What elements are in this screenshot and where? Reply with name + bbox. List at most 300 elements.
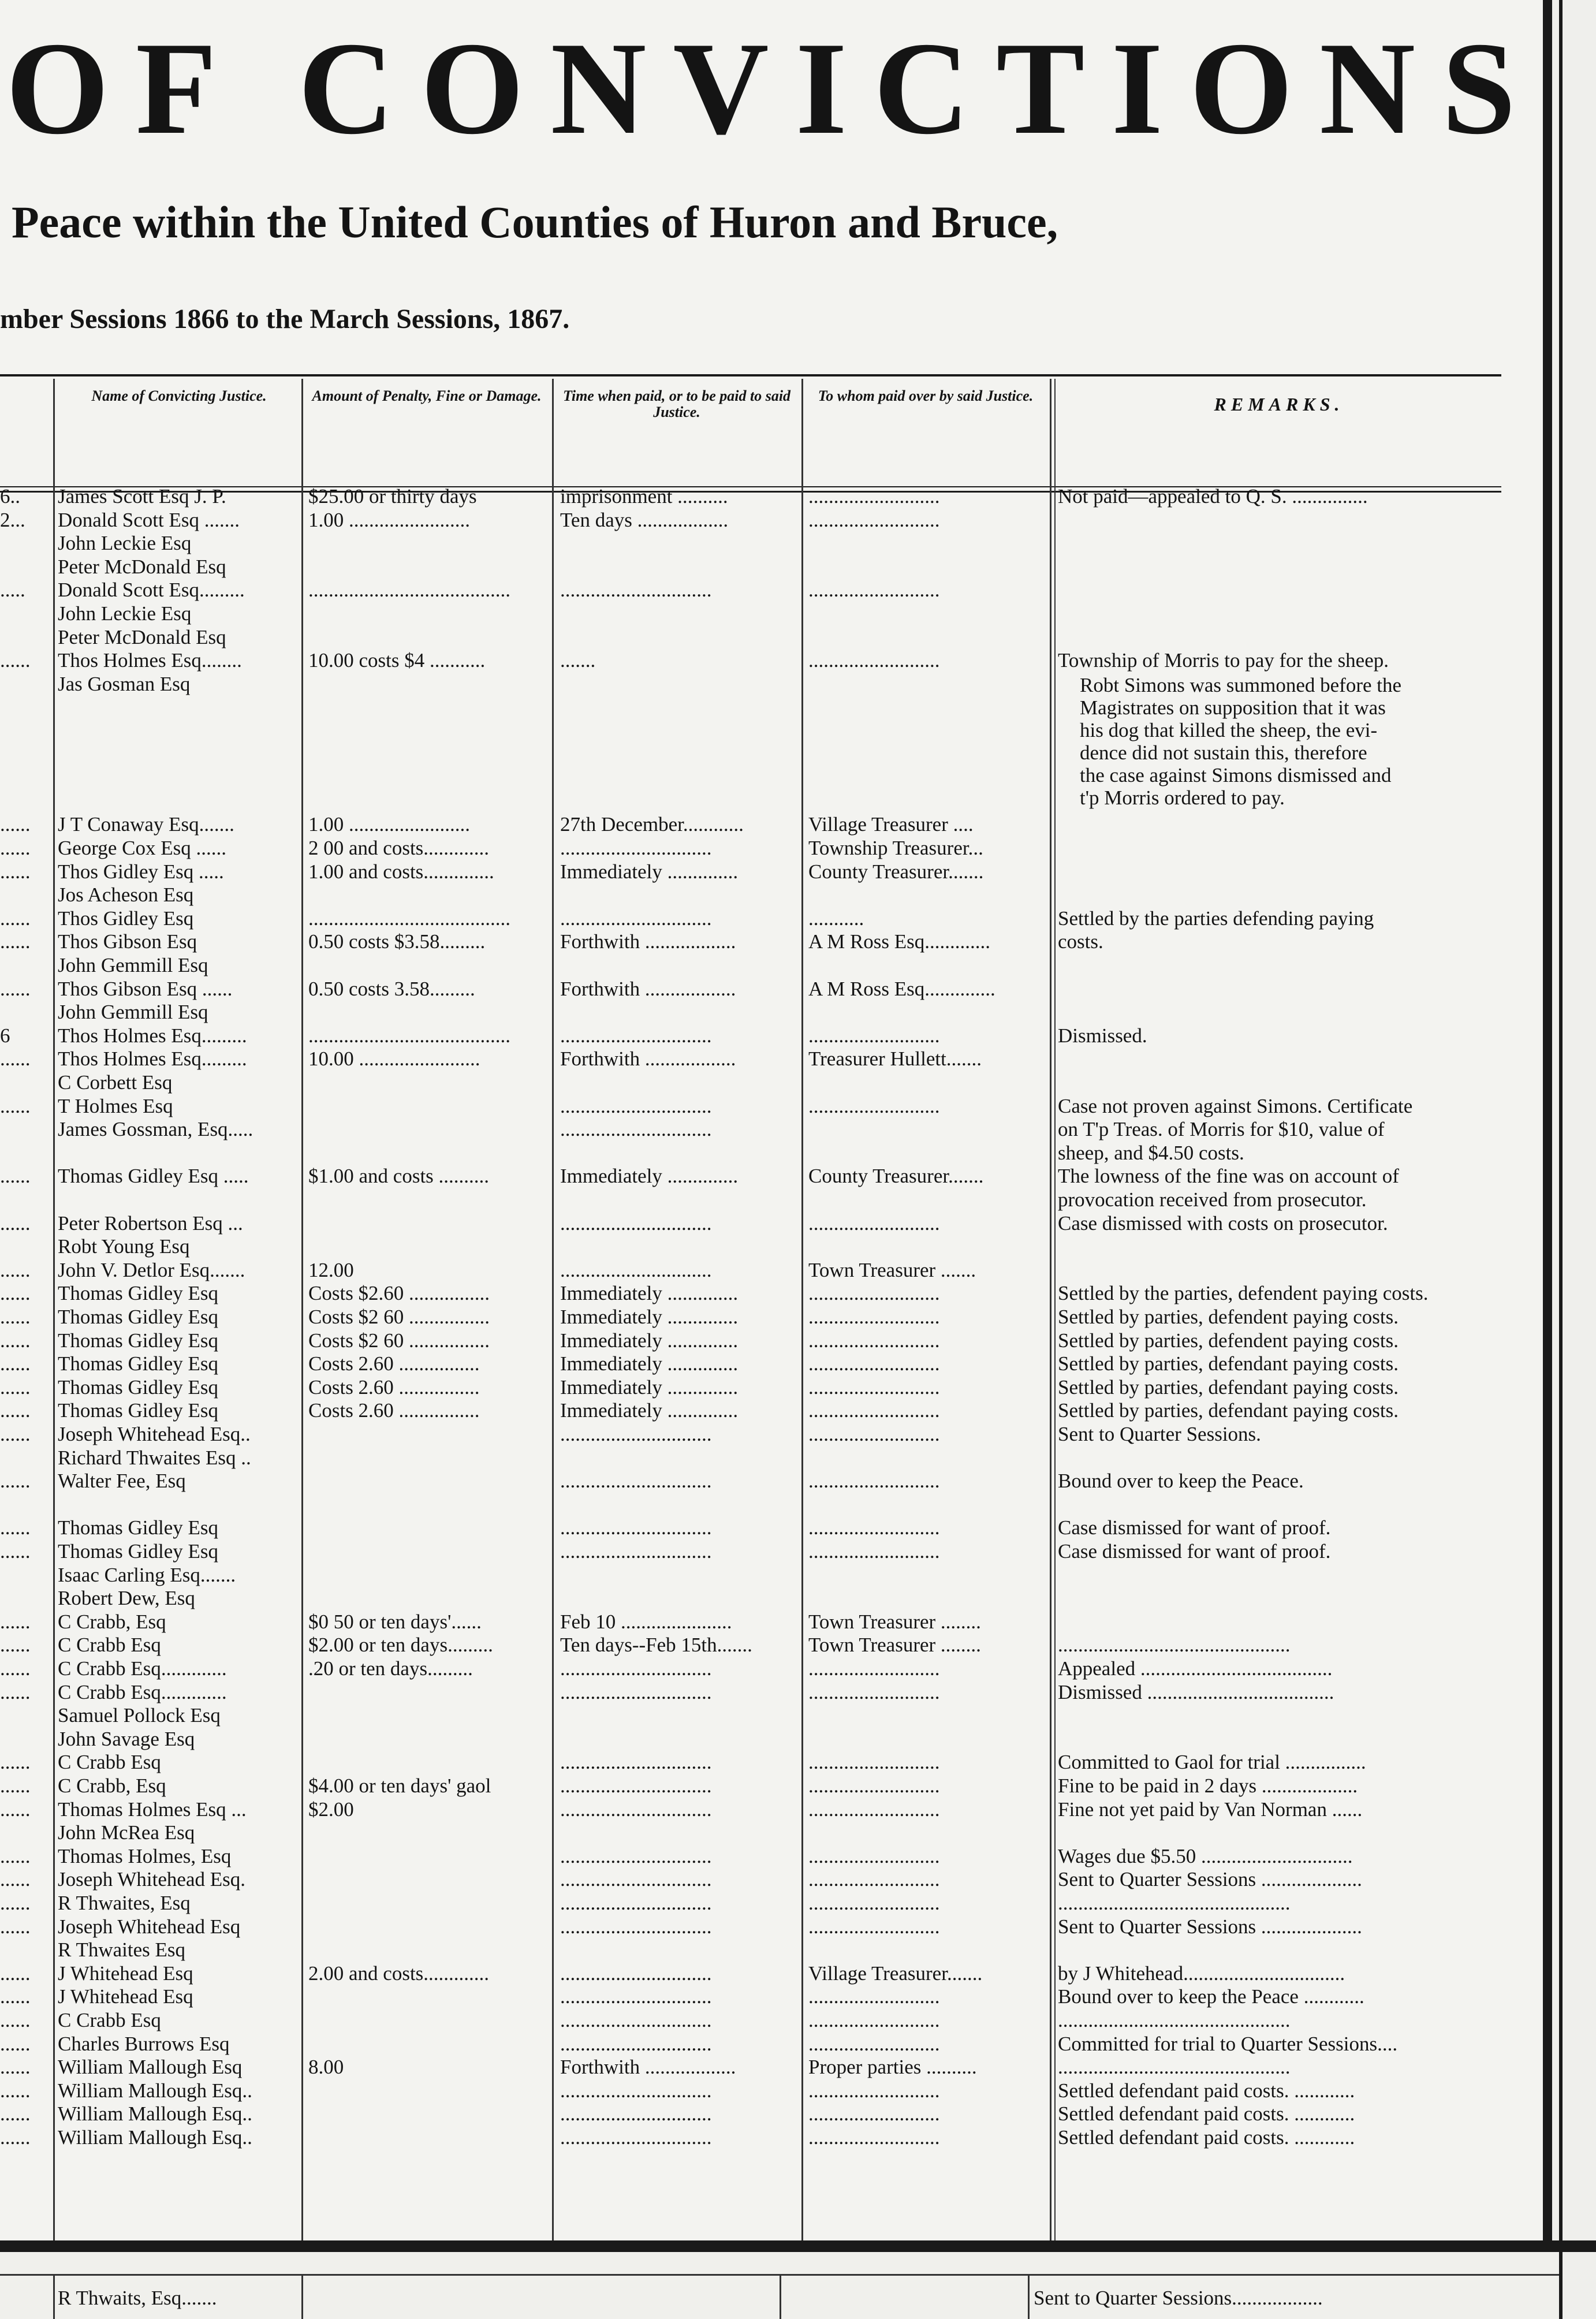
row-justice: William Mallough Esq.. (58, 2102, 252, 2126)
row-amount: 1.00 and costs.............. (308, 860, 494, 883)
table-row (0, 1704, 1501, 1727)
row-amount: Costs $2 60 ................ (308, 1329, 490, 1352)
row-remarks: Settled defendant paid costs. ............ (1058, 2079, 1355, 2102)
row-remarks: Bound over to keep the Peace ............ (1058, 1985, 1364, 2008)
row-paid-to: .......................... (808, 1516, 940, 1539)
row-left-fragment: ...... (0, 1798, 31, 1821)
row-amount: 10.00 ........................ (308, 1047, 480, 1071)
remarks-morris-sheep-case (1080, 674, 1401, 809)
row-remarks: Not paid—appealed to Q. S. ............... (1058, 485, 1368, 508)
row-justice: Thomas Gidley Esq (58, 1306, 219, 1328)
row-justice: George Cox Esq ...... (58, 837, 226, 859)
row-time-paid: .............................. (560, 2079, 712, 2102)
row-remarks: Fine to be paid in 2 days ................... (1058, 1774, 1358, 1797)
table-row (0, 1868, 1501, 1891)
row-time-paid: ....... (560, 649, 596, 672)
row-remarks: Settled by the parties, defendent paying costs. (1058, 1282, 1429, 1305)
row-paid-to: .......................... (808, 485, 940, 508)
row-justice: Thomas Holmes Esq ... (58, 1798, 247, 1821)
remarks-line: dence did not sustain this, therefore (1080, 741, 1367, 764)
table-row (0, 1352, 1501, 1375)
row-time-paid: Forthwith .................. (560, 930, 736, 953)
row-justice: John Savage Esq (58, 1727, 195, 1750)
row-justice: C Crabb, Esq (58, 1774, 166, 1797)
row-left-fragment: ...... (0, 1844, 31, 1867)
table-row (0, 1657, 1501, 1680)
remarks-line: his dog that killed the sheep, the evi- (1080, 718, 1378, 741)
row-remarks: Settled by the parties defending paying (1058, 907, 1374, 930)
row-justice: C Crabb Esq............. (58, 1680, 227, 1703)
row-paid-to: .......................... (808, 1680, 940, 1703)
row-justice: James Gossman, Esq..... (58, 1118, 253, 1141)
table-row (0, 1470, 1501, 1493)
row-remarks: Wages due $5.50 .............................. (1058, 1844, 1353, 1867)
table-row (0, 2079, 1501, 2102)
row-left-fragment: ...... (0, 1094, 31, 1117)
row-amount: Costs 2.60 ................ (308, 1399, 480, 1422)
row-remarks: Bound over to keep the Peace. (1058, 1470, 1304, 1493)
table-row (0, 1118, 1501, 1141)
row-left-fragment: ...... (0, 930, 31, 953)
table-row (0, 1376, 1501, 1399)
row-remarks: Dismissed. (1058, 1024, 1147, 1047)
row-justice: Robert Dew, Esq (58, 1587, 195, 1610)
row-left-fragment: ...... (0, 1868, 31, 1891)
row-amount: 0.50 costs $3.58......... (308, 930, 486, 953)
row-justice: Peter McDonald Esq (58, 555, 226, 578)
row-paid-to: .......................... (808, 1282, 940, 1305)
table-row (0, 1962, 1501, 1985)
row-justice: Jas Gosman Esq (58, 672, 191, 695)
table-row (0, 1915, 1501, 1938)
row-justice: Richard Thwaites Esq .. (58, 1446, 251, 1469)
row-remarks: Settled by parties, defendant paying costs. (1058, 1352, 1399, 1375)
row-justice: Thomas Gidley Esq ..... (58, 1165, 249, 1188)
table-row (0, 579, 1501, 602)
table-row (0, 1728, 1501, 1751)
row-remarks: by J Whitehead................................ (1058, 1962, 1345, 1985)
table-row (0, 2009, 1501, 2032)
table-row (0, 2033, 1501, 2056)
row-remarks: Township of Morris to pay for the sheep. (1058, 649, 1389, 672)
row-paid-to: .......................... (808, 1423, 940, 1445)
row-left-fragment: ...... (0, 2079, 31, 2102)
row-remarks: Sent to Quarter Sessions .................... (1058, 1915, 1362, 1938)
row-amount: Costs $2.60 ................ (308, 1282, 490, 1305)
table-row (0, 954, 1501, 977)
row-paid-to: Town Treasurer ........ (808, 1610, 981, 1633)
row-justice: T Holmes Esq (58, 1094, 173, 1117)
row-time-paid: .............................. (560, 837, 712, 859)
row-paid-to: .......................... (808, 579, 940, 602)
row-time-paid: .............................. (560, 1024, 712, 1047)
row-left-fragment: ...... (0, 1751, 31, 1774)
row-remarks: Settled by parties, defendent paying costs. (1058, 1306, 1399, 1328)
row-left-fragment: ...... (0, 1282, 31, 1305)
table-row (0, 602, 1501, 625)
row-left-fragment: ...... (0, 2009, 31, 2031)
row-left-fragment: ..... (0, 579, 25, 602)
row-remarks: Settled defendant paid costs. ............ (1058, 2102, 1355, 2126)
row-amount: 1.00 ........................ (308, 508, 470, 531)
footer-column-rule (780, 2275, 781, 2319)
row-justice: R Thwaites Esq (58, 1938, 186, 1962)
row-justice: R Thwaites, Esq (58, 1892, 191, 1914)
row-left-fragment: ...... (0, 2056, 31, 2079)
row-time-paid: .............................. (560, 1962, 712, 1985)
row-paid-to: .......................... (808, 1024, 940, 1047)
row-left-fragment: ...... (0, 1423, 31, 1445)
remarks-line: Magistrates on supposition that it was (1080, 696, 1386, 719)
table-row (0, 930, 1501, 953)
row-paid-to: County Treasurer....... (808, 860, 984, 883)
row-justice: William Mallough Esq.. (58, 2126, 252, 2149)
row-left-fragment: ...... (0, 1657, 31, 1680)
row-justice: Thomas Gidley Esq (58, 1540, 219, 1563)
table-row (0, 509, 1501, 532)
row-time-paid: .............................. (560, 2032, 712, 2055)
table-row (0, 978, 1501, 1001)
session-period: mber Sessions 1866 to the March Sessions, 1867. (0, 304, 570, 334)
row-remarks: sheep, and $4.50 costs. (1058, 1141, 1244, 1164)
row-left-fragment: ...... (0, 1165, 31, 1188)
row-paid-to: Village Treasurer .... (808, 813, 974, 836)
row-time-paid: .............................. (560, 907, 712, 930)
row-remarks: The lowness of the fine was on account of (1058, 1165, 1399, 1188)
row-paid-to: .......................... (808, 2126, 940, 2149)
row-amount: 0.50 costs 3.58......... (308, 977, 475, 1000)
table-row (0, 1681, 1501, 1704)
header-rule-top (0, 374, 1501, 376)
table-row (0, 1985, 1501, 2008)
row-left-fragment: ...... (0, 1680, 31, 1703)
row-paid-to: A M Ross Esq............. (808, 930, 991, 953)
row-time-paid: .............................. (560, 1657, 712, 1680)
row-paid-to: .......................... (808, 2009, 940, 2031)
row-time-paid: .............................. (560, 1516, 712, 1539)
row-amount: Costs $2 60 ................ (308, 1306, 490, 1328)
row-time-paid: Feb 10 ...................... (560, 1610, 732, 1633)
row-left-fragment: ...... (0, 1470, 31, 1493)
row-justice: C Crabb Esq (58, 1751, 161, 1774)
row-time-paid: Immediately .............. (560, 860, 739, 883)
footer-remarks: Sent to Quarter Sessions.................. (1034, 2287, 1323, 2309)
row-paid-to: Treasurer Hullett....... (808, 1047, 982, 1071)
table-row (0, 1446, 1501, 1470)
row-paid-to: .......................... (808, 1915, 940, 1938)
row-justice: C Crabb Esq (58, 1634, 161, 1657)
row-justice: Thos Holmes Esq........ (58, 649, 242, 672)
row-amount: 2 00 and costs............. (308, 837, 490, 859)
row-remarks: Sent to Quarter Sessions .................... (1058, 1868, 1362, 1891)
row-time-paid: .............................. (560, 1892, 712, 1914)
table-row (0, 1001, 1501, 1024)
row-paid-to: .......................... (808, 1844, 940, 1867)
row-paid-to: .......................... (808, 1352, 940, 1375)
row-time-paid: .............................. (560, 579, 712, 602)
table-row (0, 1610, 1501, 1634)
row-left-fragment: ...... (0, 1306, 31, 1328)
row-remarks: .............................................. (1058, 2056, 1291, 2079)
row-left-fragment: ...... (0, 1774, 31, 1797)
row-left-fragment: ...... (0, 1985, 31, 2008)
row-justice: Thos Gidley Esq ..... (58, 860, 224, 883)
row-remarks: Case not proven against Simons. Certificate (1058, 1094, 1413, 1117)
row-left-fragment: ...... (0, 1610, 31, 1633)
table-row (0, 1587, 1501, 1610)
row-justice: J T Conaway Esq....... (58, 813, 234, 836)
row-amount: Costs 2.60 ................ (308, 1375, 480, 1399)
table-row (0, 2056, 1501, 2079)
row-justice: Thomas Gidley Esq (58, 1375, 219, 1399)
table-row (0, 485, 1501, 508)
page-border-bottom (0, 2240, 1596, 2252)
row-time-paid: Ten days .................. (560, 508, 729, 531)
row-time-paid: .............................. (560, 1798, 712, 1821)
row-left-fragment: ...... (0, 1329, 31, 1352)
row-remarks: provocation received from prosecutor. (1058, 1188, 1367, 1211)
row-amount: $25.00 or thirty days (308, 485, 477, 508)
row-justice: Joseph Whitehead Esq (58, 1915, 241, 1938)
row-amount: $4.00 or ten days' gaol (308, 1774, 491, 1797)
row-justice: Robt Young Esq (58, 1235, 190, 1258)
row-time-paid: .............................. (560, 1540, 712, 1563)
table-row (0, 1540, 1501, 1563)
row-left-fragment: 6 (0, 1024, 10, 1047)
row-justice: Thos Gibson Esq (58, 930, 197, 953)
row-paid-to: .......................... (808, 508, 940, 531)
row-time-paid: 27th December............ (560, 813, 744, 836)
row-justice: John McRea Esq (58, 1821, 195, 1844)
row-remarks: Settled by parties, defendant paying costs. (1058, 1399, 1399, 1422)
row-remarks: Dismissed ..................................... (1058, 1680, 1334, 1703)
remarks-line: t'p Morris ordered to pay. (1080, 786, 1285, 809)
row-time-paid: Immediately .............. (560, 1165, 739, 1188)
row-justice: Thomas Gidley Esq (58, 1282, 219, 1305)
row-paid-to: County Treasurer....... (808, 1165, 984, 1188)
table-row (0, 1845, 1501, 1868)
row-left-fragment: ...... (0, 1892, 31, 1914)
row-time-paid: .............................. (560, 1868, 712, 1891)
table-row (0, 1423, 1501, 1446)
row-amount: .20 or ten days......... (308, 1657, 473, 1680)
row-paid-to: .......................... (808, 1985, 940, 2008)
row-paid-to: .......................... (808, 1094, 940, 1117)
table-row (0, 1493, 1501, 1516)
row-left-fragment: ...... (0, 907, 31, 930)
row-time-paid: .............................. (560, 2126, 712, 2149)
table-row (0, 1047, 1501, 1071)
row-remarks: .............................................. (1058, 1892, 1291, 1914)
row-paid-to: .......................... (808, 1306, 940, 1328)
table-row (0, 907, 1501, 930)
row-justice: Peter Robertson Esq ... (58, 1211, 243, 1235)
footer-column-rule (53, 2275, 55, 2319)
row-left-fragment: ...... (0, 2126, 31, 2149)
document-subtitle: Peace within the United Counties of Huron and Bruce, (12, 197, 1058, 247)
row-left-fragment: ...... (0, 1516, 31, 1539)
row-justice: Isaac Carling Esq....... (58, 1563, 236, 1586)
row-amount: ........................................ (308, 1024, 510, 1047)
row-left-fragment: ...... (0, 860, 31, 883)
table-row (0, 1821, 1501, 1844)
remarks-line: the case against Simons dismissed and (1080, 763, 1392, 786)
row-justice: Thos Holmes Esq......... (58, 1024, 247, 1047)
row-amount: ........................................ (308, 907, 510, 930)
table-row (0, 626, 1501, 649)
table-row (0, 1235, 1501, 1258)
row-time-paid: Forthwith .................. (560, 2056, 736, 2079)
row-time-paid: .............................. (560, 2102, 712, 2126)
row-justice: Thomas Gidley Esq (58, 1352, 219, 1375)
row-left-fragment: ...... (0, 1211, 31, 1235)
row-justice: Charles Burrows Esq (58, 2032, 230, 2055)
row-amount: 2.00 and costs............. (308, 1962, 490, 1985)
row-left-fragment: ...... (0, 649, 31, 672)
row-remarks: Committed for trial to Quarter Sessions.... (1058, 2032, 1398, 2055)
table-row (0, 1142, 1501, 1165)
row-left-fragment: ...... (0, 1258, 31, 1281)
page-border-right-outer (1559, 0, 1563, 2319)
table-row (0, 1095, 1501, 1118)
row-left-fragment: ...... (0, 1540, 31, 1563)
row-justice: John V. Detlor Esq....... (58, 1258, 245, 1281)
row-justice: Thos Gibson Esq ...... (58, 977, 233, 1000)
row-paid-to: A M Ross Esq.............. (808, 977, 995, 1000)
row-justice: Thomas Gidley Esq (58, 1516, 219, 1539)
row-amount: $0 50 or ten days'...... (308, 1610, 482, 1633)
row-time-paid: Forthwith .................. (560, 977, 736, 1000)
row-paid-to: Town Treasurer ....... (808, 1258, 976, 1281)
row-amount: $1.00 and costs .......... (308, 1165, 490, 1188)
table-row (0, 555, 1501, 579)
row-remarks: Appealed ...................................... (1058, 1657, 1333, 1680)
row-justice: Donald Scott Esq ....... (58, 508, 240, 531)
row-time-paid: .............................. (560, 1844, 712, 1867)
table-row (0, 1399, 1501, 1422)
row-time-paid: .............................. (560, 1211, 712, 1235)
row-justice: C Crabb Esq............. (58, 1657, 227, 1680)
row-paid-to: Township Treasurer... (808, 837, 983, 859)
row-time-paid: Immediately .............. (560, 1352, 739, 1375)
row-paid-to: .......................... (808, 1399, 940, 1422)
table-row (0, 1938, 1501, 1962)
table-row (0, 2102, 1501, 2126)
row-time-paid: .............................. (560, 1094, 712, 1117)
table-row (0, 1774, 1501, 1798)
table-row (0, 1634, 1501, 1657)
table-row (0, 883, 1501, 907)
table-row (0, 1024, 1501, 1047)
row-paid-to: .......................... (808, 1211, 940, 1235)
row-paid-to: .......................... (808, 1470, 940, 1493)
row-justice: William Mallough Esq.. (58, 2079, 252, 2102)
row-justice: Peter McDonald Esq (58, 625, 226, 648)
row-left-fragment: ...... (0, 2032, 31, 2055)
table-row (0, 1306, 1501, 1329)
table-row (0, 1188, 1501, 1211)
row-amount: 12.00 (308, 1258, 354, 1281)
row-remarks: .............................................. (1058, 2009, 1291, 2031)
row-paid-to: .......................... (808, 649, 940, 672)
row-left-fragment: ...... (0, 813, 31, 836)
row-left-fragment: 6.. (0, 485, 20, 508)
table-row (0, 532, 1501, 555)
row-justice: Thos Gidley Esq (58, 907, 194, 930)
row-justice: Thomas Gidley Esq (58, 1399, 219, 1422)
table-row (0, 837, 1501, 860)
row-justice: C Crabb Esq (58, 2009, 161, 2031)
row-remarks: Case dismissed with costs on prosecutor. (1058, 1211, 1388, 1235)
table-row (0, 1892, 1501, 1915)
row-time-paid: .............................. (560, 1680, 712, 1703)
row-paid-to: .......................... (808, 1329, 940, 1352)
row-remarks: Case dismissed for want of proof. (1058, 1516, 1331, 1539)
table-row (0, 2126, 1501, 2149)
row-time-paid: .............................. (560, 1470, 712, 1493)
table-row (0, 1329, 1501, 1352)
row-left-fragment: ...... (0, 1915, 31, 1938)
row-time-paid: .............................. (560, 1774, 712, 1797)
row-justice: C Crabb, Esq (58, 1610, 166, 1633)
remarks-line: Robt Simons was summoned before the (1080, 673, 1402, 696)
row-time-paid: .............................. (560, 1915, 712, 1938)
row-paid-to: .......................... (808, 1774, 940, 1797)
footer-column-rule (1028, 2275, 1030, 2319)
row-time-paid: .............................. (560, 1985, 712, 2008)
document-title: OF CONVICTIONS (6, 14, 1542, 162)
row-amount: ........................................ (308, 579, 510, 602)
table-row (0, 1259, 1501, 1282)
column-header-remarks: REMARKS. (1214, 394, 1344, 415)
row-left-fragment: ...... (0, 1047, 31, 1071)
row-justice: James Scott Esq J. P. (58, 485, 226, 508)
row-left-fragment: 2... (0, 508, 25, 531)
row-justice: Walter Fee, Esq (58, 1470, 186, 1493)
row-left-fragment: ...... (0, 977, 31, 1000)
row-justice: John Leckie Esq (58, 602, 192, 625)
row-paid-to: Town Treasurer ........ (808, 1634, 981, 1657)
row-time-paid: .............................. (560, 1258, 712, 1281)
table-row (0, 1751, 1501, 1774)
row-paid-to: .......................... (808, 1868, 940, 1891)
row-paid-to: .......................... (808, 1892, 940, 1914)
page-border-right (1543, 0, 1552, 2240)
row-justice: John Gemmill Esq (58, 1001, 208, 1024)
row-time-paid: Immediately .............. (560, 1306, 739, 1328)
row-time-paid: .............................. (560, 1751, 712, 1774)
row-time-paid: Immediately .............. (560, 1282, 739, 1305)
row-time-paid: Ten days--Feb 15th....... (560, 1634, 752, 1657)
table-row (0, 1165, 1501, 1188)
row-time-paid: Immediately .............. (560, 1399, 739, 1422)
row-time-paid: .............................. (560, 1118, 712, 1141)
table-row (0, 1071, 1501, 1094)
row-remarks: Committed to Gaol for trial ................ (1058, 1751, 1366, 1774)
row-justice: Donald Scott Esq......... (58, 579, 245, 602)
row-justice: J Whitehead Esq (58, 1985, 193, 2008)
row-paid-to: .......................... (808, 1751, 940, 1774)
row-paid-to: ........... (808, 907, 864, 930)
table-row (0, 1282, 1501, 1305)
table-row (0, 860, 1501, 883)
row-paid-to: .......................... (808, 2032, 940, 2055)
table-row (0, 1798, 1501, 1821)
table-row (0, 649, 1501, 672)
row-time-paid: Forthwith .................. (560, 1047, 736, 1071)
row-amount: $2.00 (308, 1798, 354, 1821)
row-amount: Costs 2.60 ................ (308, 1352, 480, 1375)
